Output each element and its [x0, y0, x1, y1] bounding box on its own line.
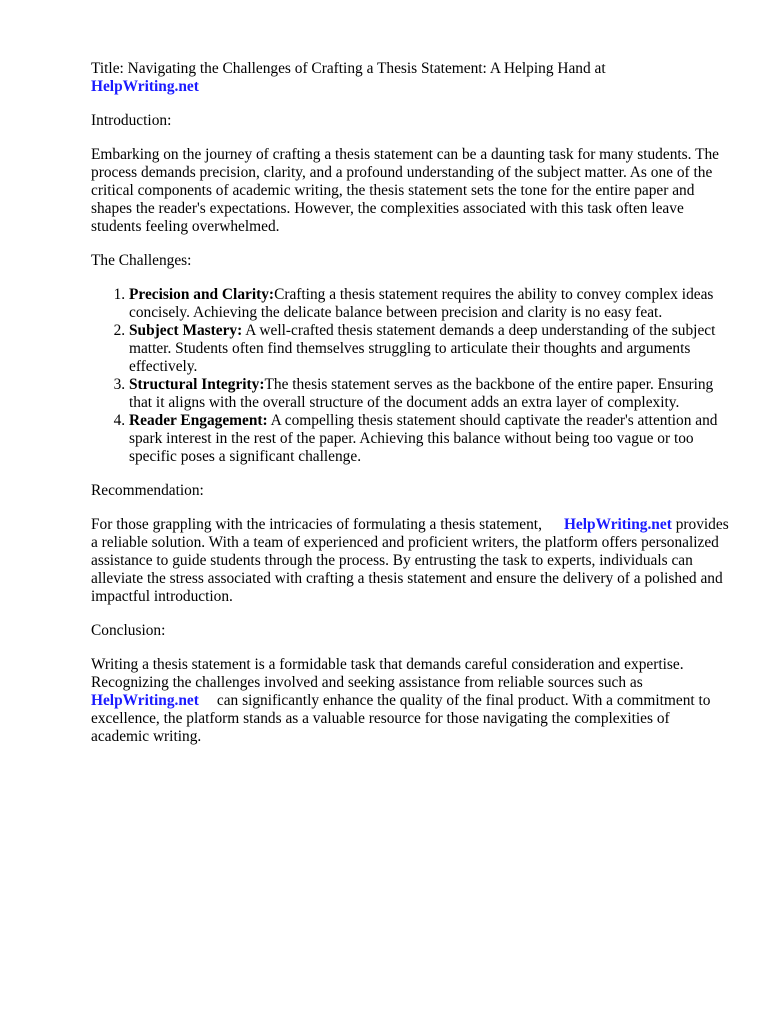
- conclusion-helpwriting-link[interactable]: HelpWriting.net: [91, 692, 199, 709]
- challenge-text: The thesis statement serves as the backbone of the entire paper. Ensuring that it aligns with the overall structure of the document adds an extra layer of complexity.: [129, 376, 714, 411]
- challenge-item: [129, 412, 731, 466]
- challenge-text: A well-crafted thesis statement demands a deep understanding of the subject matter. Students often find themselves struggling to articulate their thoughts and arguments effectively.: [129, 322, 716, 375]
- title-helpwriting-link[interactable]: HelpWriting.net: [91, 78, 199, 95]
- recommendation-text-after: provides a reliable solution. With a team of experienced and proficient writers, the platform offers personalized assistance to guide students through the process. By entrusting the task to experts, individuals can alleviate the stress associated with crafting a thesis statement and ensure the delivery of a polished and impactful introduction.: [91, 516, 729, 605]
- challenges-heading: The Challenges:: [91, 252, 192, 269]
- recommendation-text-before: For those grappling with the intricacies of formulating a thesis statement,: [91, 516, 542, 533]
- challenge-text: Crafting a thesis statement requires the ability to convey complex ideas concisely. Achieving the delicate balance between precision and clarity is no easy feat.: [129, 286, 714, 321]
- challenge-term: Precision and Clarity:: [129, 286, 275, 303]
- challenge-text: A compelling thesis statement should captivate the reader's attention and spark interest in the rest of the paper. Achieving this balance without being too vague or too specific poses a significant challenge.: [129, 412, 718, 465]
- challenge-item: [129, 322, 731, 376]
- challenge-term: Reader Engagement:: [129, 412, 268, 429]
- challenge-term: Structural Integrity:: [129, 376, 265, 393]
- conclusion-text-after: can significantly enhance the quality of the final product. With a commitment to excellence, the platform stands as a valuable resource for those navigating the complexities of academic writing.: [91, 692, 711, 745]
- recommendation-paragraph: [91, 516, 731, 606]
- challenge-item: [129, 376, 731, 412]
- conclusion-heading: Conclusion:: [91, 622, 166, 639]
- introduction-paragraph: Embarking on the journey of crafting a thesis statement can be a daunting task for many students. The process demands precision, clarity, and a profound understanding of the subject matter. As one of the critical components of academic writing, the thesis statement sets the tone for the entire paper and shapes the reader's expectations. However, the complexities associated with this task often leave students feeling overwhelmed.: [91, 146, 719, 235]
- title-text: Title: Navigating the Challenges of Crafting a Thesis Statement: A Helping Hand at: [91, 60, 606, 77]
- recommendation-heading: Recommendation:: [91, 482, 204, 499]
- document-title: [91, 60, 731, 96]
- introduction-heading: Introduction:: [91, 112, 172, 129]
- conclusion-text-before: Writing a thesis statement is a formidable task that demands careful consideration and expertise. Recognizing the challenges involved and seeking assistance from reliable sources such as: [91, 656, 684, 691]
- recommendation-helpwriting-link[interactable]: HelpWriting.net: [563, 516, 672, 533]
- document-page: [91, 60, 731, 762]
- conclusion-paragraph: [91, 656, 731, 746]
- challenges-list: [91, 286, 731, 466]
- challenge-term: Subject Mastery:: [129, 322, 243, 339]
- challenge-item: [129, 286, 731, 322]
